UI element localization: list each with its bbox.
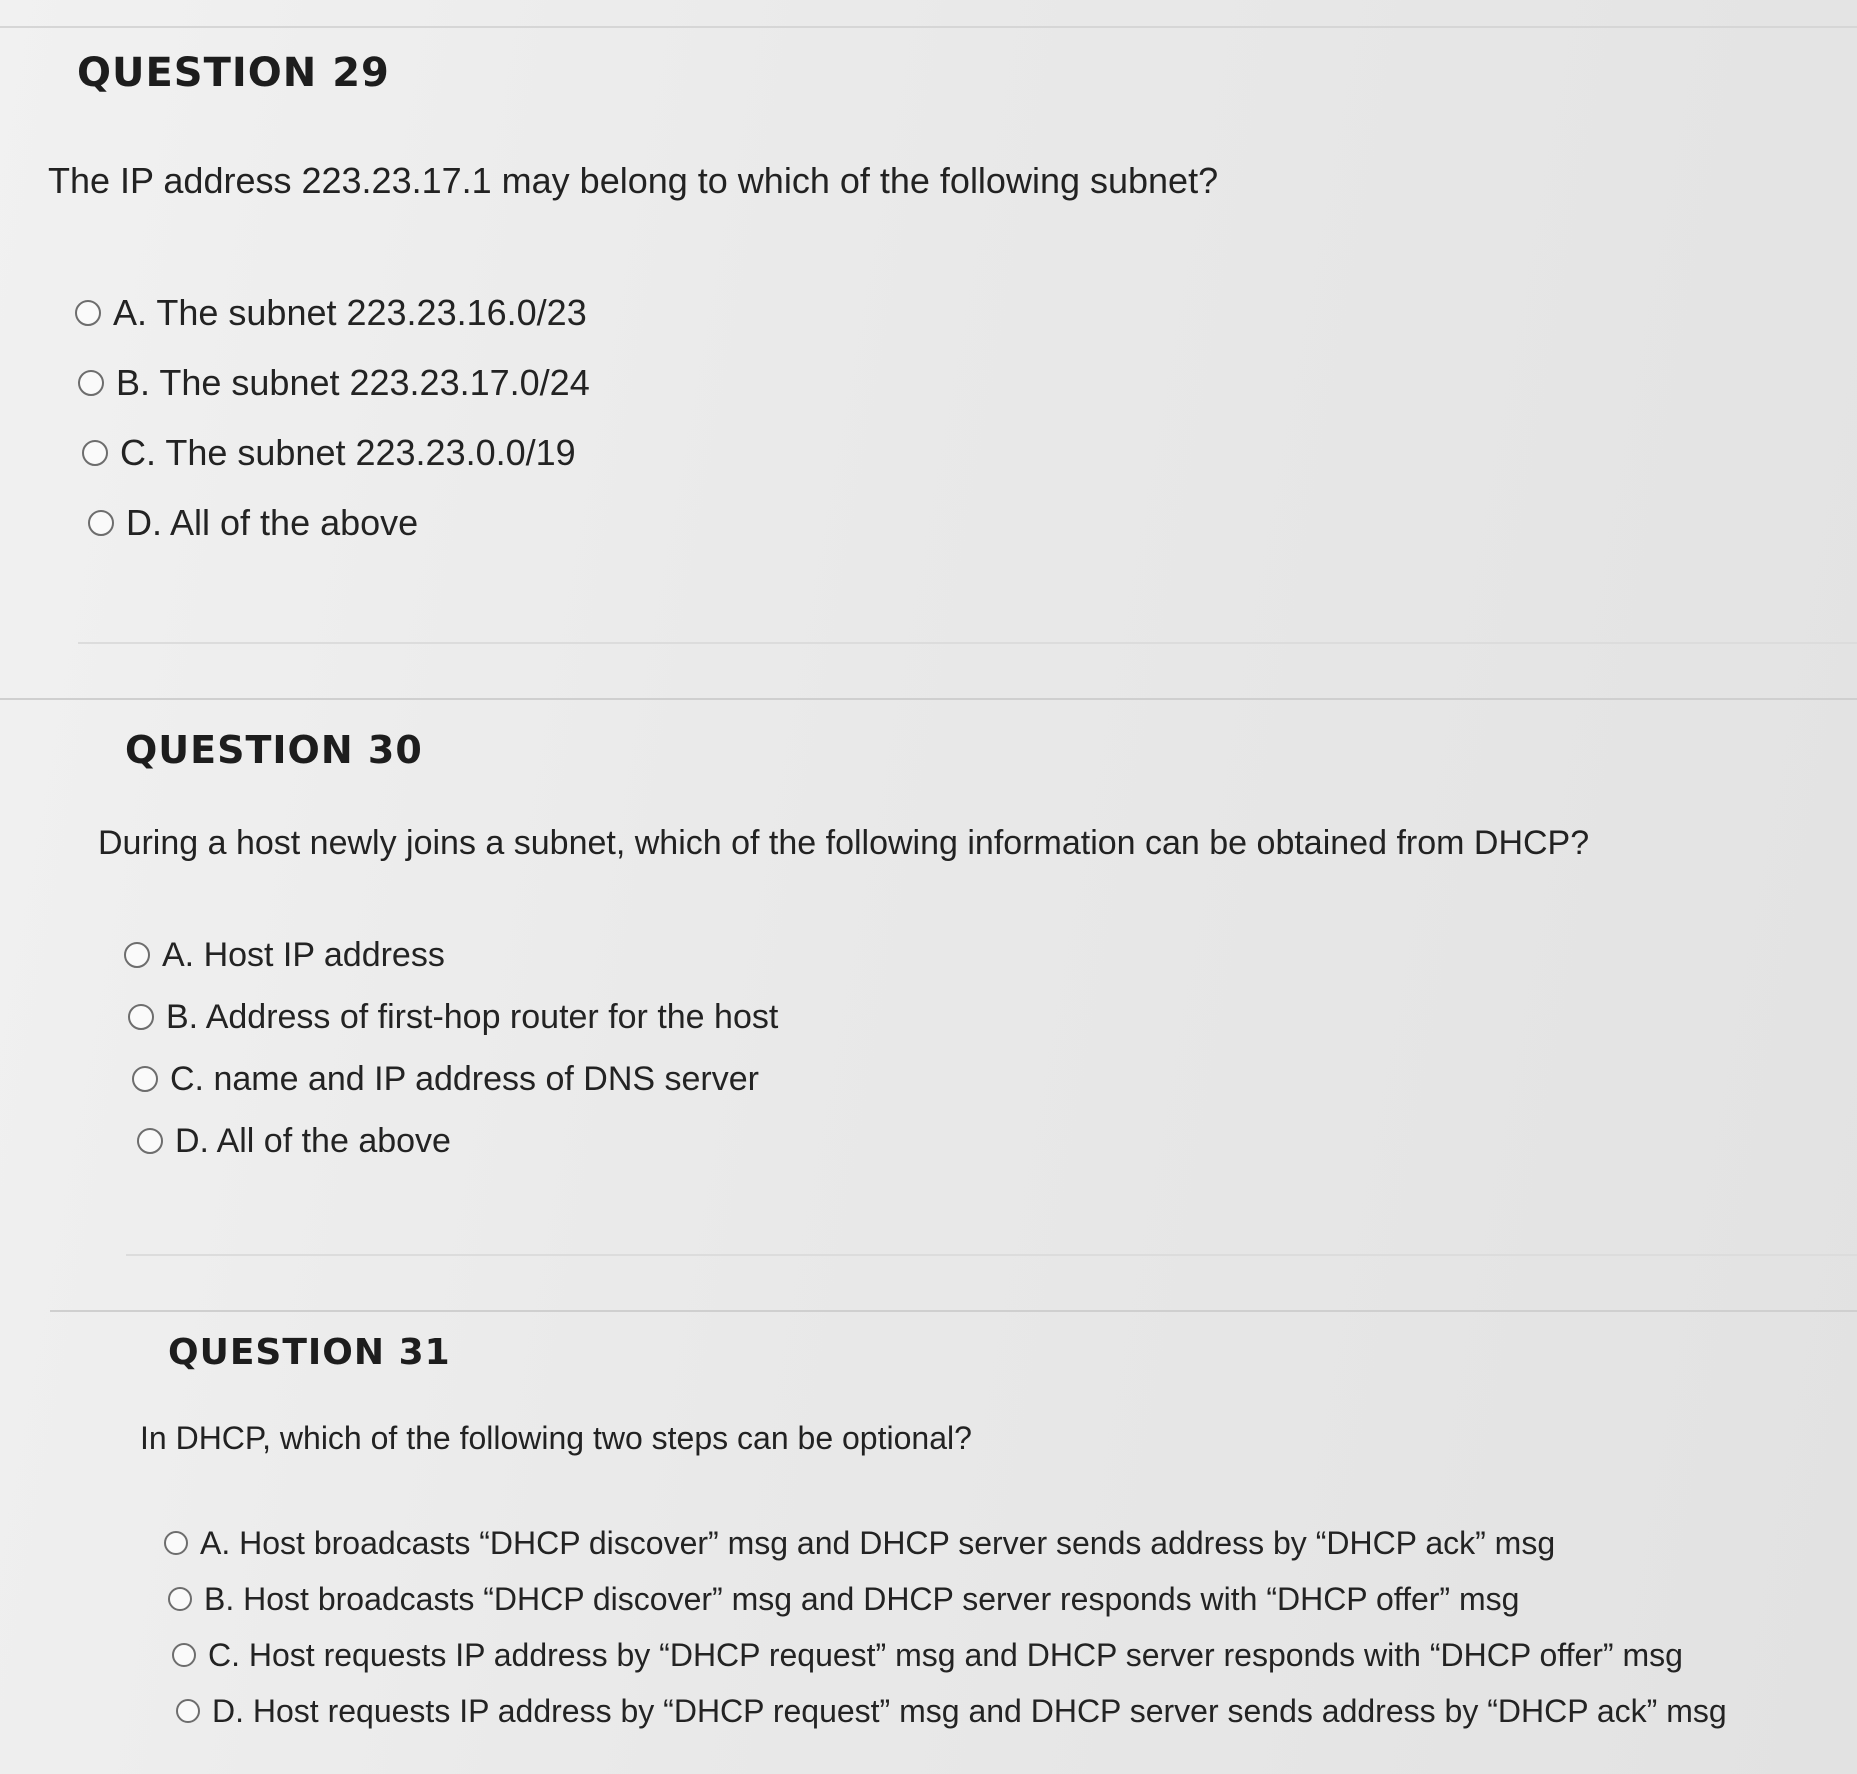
answer-label: B. The subnet 223.23.17.0/24: [116, 362, 590, 403]
radio-button-icon[interactable]: [75, 300, 101, 326]
answer-option-d[interactable]: [176, 1683, 1727, 1739]
answer-option-b[interactable]: [78, 348, 590, 418]
answer-option-a[interactable]: [164, 1515, 1727, 1571]
radio-button-icon[interactable]: [78, 370, 104, 396]
question-heading: QUESTION 30: [125, 728, 423, 772]
answer-option-d[interactable]: [88, 488, 590, 558]
radio-button-icon[interactable]: [168, 1587, 192, 1611]
question-heading: QUESTION 29: [77, 50, 390, 96]
radio-button-icon[interactable]: [137, 1128, 163, 1154]
answer-option-a[interactable]: [75, 278, 590, 348]
answer-options: [75, 278, 590, 558]
answer-option-b[interactable]: [168, 1571, 1727, 1627]
question-text: During a host newly joins a subnet, which of the following information can be obtained from DHCP?: [98, 824, 1590, 862]
radio-button-icon[interactable]: [132, 1066, 158, 1092]
radio-button-icon[interactable]: [124, 942, 150, 968]
answer-option-a[interactable]: [124, 924, 778, 986]
answer-label: D. Host requests IP address by “DHCP request” msg and DHCP server sends address by “DHCP ack” msg: [212, 1692, 1727, 1729]
question-heading: QUESTION 31: [168, 1332, 451, 1373]
answer-label: D. All of the above: [126, 502, 419, 543]
question-text: In DHCP, which of the following two steps can be optional?: [140, 1420, 972, 1456]
answer-label: C. The subnet 223.23.0.0/19: [120, 432, 576, 473]
answer-option-b[interactable]: [128, 986, 778, 1048]
answer-label: A. The subnet 223.23.16.0/23: [113, 292, 587, 333]
question-divider: [0, 698, 1857, 700]
answer-label: D. All of the above: [175, 1121, 451, 1160]
answer-label: C. name and IP address of DNS server: [170, 1059, 759, 1098]
question-divider: [126, 1254, 1857, 1256]
radio-button-icon[interactable]: [176, 1699, 200, 1723]
top-divider: [0, 26, 1857, 28]
radio-button-icon[interactable]: [164, 1531, 188, 1555]
question-divider: [78, 642, 1857, 644]
answer-options: [164, 1515, 1727, 1739]
answer-label: C. Host requests IP address by “DHCP request” msg and DHCP server responds with “DHCP offer” msg: [208, 1636, 1683, 1673]
radio-button-icon[interactable]: [128, 1004, 154, 1030]
question-text: The IP address 223.23.17.1 may belong to which of the following subnet?: [48, 160, 1219, 201]
answer-option-c[interactable]: [172, 1627, 1727, 1683]
radio-button-icon[interactable]: [88, 510, 114, 536]
answer-label: A. Host IP address: [162, 935, 445, 974]
answer-option-c[interactable]: [82, 418, 590, 488]
answer-label: B. Host broadcasts “DHCP discover” msg and DHCP server responds with “DHCP offer” msg: [204, 1580, 1520, 1617]
answer-option-d[interactable]: [137, 1110, 778, 1172]
radio-button-icon[interactable]: [172, 1643, 196, 1667]
answer-label: A. Host broadcasts “DHCP discover” msg and DHCP server sends address by “DHCP ack” msg: [200, 1524, 1556, 1561]
radio-button-icon[interactable]: [82, 440, 108, 466]
answer-label: B. Address of first-hop router for the host: [166, 997, 779, 1036]
answer-options: [124, 924, 778, 1172]
answer-option-c[interactable]: [132, 1048, 778, 1110]
question-divider: [50, 1310, 1857, 1312]
